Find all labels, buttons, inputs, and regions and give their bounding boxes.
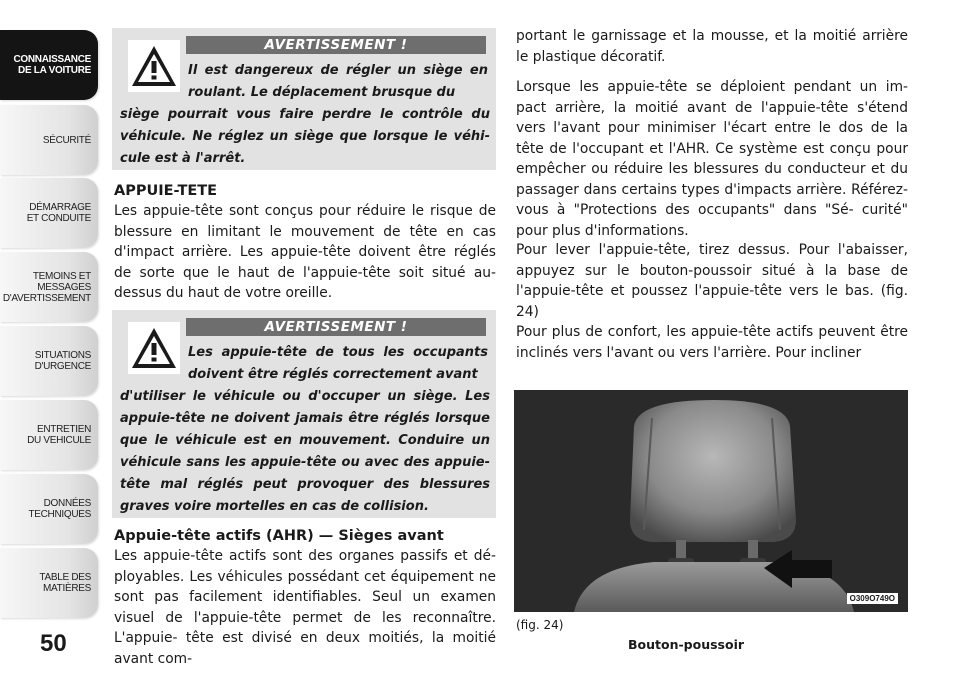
tab-situations[interactable]: SITUATIONS D'URGENCE [0, 326, 98, 396]
headrest-figure [514, 390, 908, 612]
warning-triangle-icon [128, 322, 180, 374]
tab-temoins[interactable]: TEMOINS ET MESSAGES D'AVERTISSEMENT [0, 252, 98, 322]
paragraph-right-1: portant le garnissage et la mousse, et la moitié arrière le plastique décoratif. [516, 28, 908, 65]
warning-1-title: AVERTISSEMENT ! [186, 36, 486, 54]
section-heading-appuie-tete: APPUIE-TETE [114, 183, 218, 199]
paragraph-right-2: Lorsque les appuie-tête se déploient pendant un im- pact arrière, la moitié avant de l'appuie-tête s'étend vers l'avant pour minimiser l'écart entre le dos de la tête de l'occupant et l'AHR. Ce système est conçu pour empêcher ou réduire les blessures du conducteur et du passager dans certains types d'impacts arrière. Référez-vous à "Protections des occupants" dans "Sé- curité" pour plus d'informations. [516, 79, 908, 239]
paragraph-appuie-tete: Les appuie-tête sont conçus pour réduire le risque de blessure en limitant le mouvement de tête en cas d'impact arrière. Les appuie-tête doivent être réglés de sorte que le haut de l'appuie-tête soit situé au-dessus du haut de votre oreille. [114, 203, 496, 301]
tab-demarrage[interactable]: DÉMARRAGE ET CONDUITE [0, 178, 98, 248]
warning-2-text-indented: Les appuie-tête de tous les occupants doivent être réglés correctement avant [188, 345, 488, 382]
warning-2-text: d'utiliser le véhicule ou d'occuper un siège. Les appuie-tête ne doivent jamais être réglés lorsque que le véhicule est en mouvement. Conduire un véhicule sans les appuie-tête ou avec des appuie- tête mal réglés peut provoquer des blessures graves voire mortelles en cas de collision. [120, 389, 490, 514]
figure-code: O309O749O [847, 593, 898, 604]
warning-1-text-indented: Il est dangereux de régler un siège en roulant. Le déplacement brusque du [188, 63, 488, 100]
tab-connaissance[interactable]: CONNAISSANCE DE LA VOITURE [0, 30, 98, 100]
chapter-sidebar [0, 0, 100, 678]
paragraph-right-4: Pour plus de confort, les appuie-tête actifs peuvent être inclinés vers l'avant ou vers l'arrière. Pour incliner [516, 324, 908, 361]
tab-table[interactable]: TABLE DES MATIÈRES [0, 548, 98, 618]
figure-caption: Bouton-poussoir [628, 637, 745, 652]
tab-entretien[interactable]: ENTRETIEN DU VEHICULE [0, 400, 98, 470]
figure-label: (fig. 24) [516, 618, 564, 632]
tab-donnees[interactable]: DONNÉES TECHNIQUES [0, 474, 98, 544]
warning-triangle-icon [128, 40, 180, 92]
warning-1-text: siège pourrait vous faire perdre le contrôle du véhicule. Ne réglez un siège que lorsque le véhi- cule est à l'arrêt. [120, 107, 490, 166]
section-heading-ahr: Appuie-tête actifs (AHR) — Sièges avant [114, 528, 444, 544]
page-number: 50 [40, 630, 67, 657]
tab-securite[interactable]: SÉCURITÉ [0, 105, 98, 175]
headrest-illustration [514, 390, 908, 612]
paragraph-ahr: Les appuie-tête actifs sont des organes passifs et dé- ployables. Les véhicules possédant cet équipement ne sont pas facilement identifiables. Seul un examen visuel de l'appuie-tête permet de les reconnaître. L'appuie- tête est divisé en deux moitiés, la moitié avant com- [114, 548, 496, 667]
warning-2-title: AVERTISSEMENT ! [186, 318, 486, 336]
paragraph-right-3: Pour lever l'appuie-tête, tirez dessus. Pour l'abaisser, appuyez sur le bouton-poussoir situé à la base de l'appuie-tête et poussez l'appuie-tête vers le bas. (fig. 24) [516, 242, 908, 320]
